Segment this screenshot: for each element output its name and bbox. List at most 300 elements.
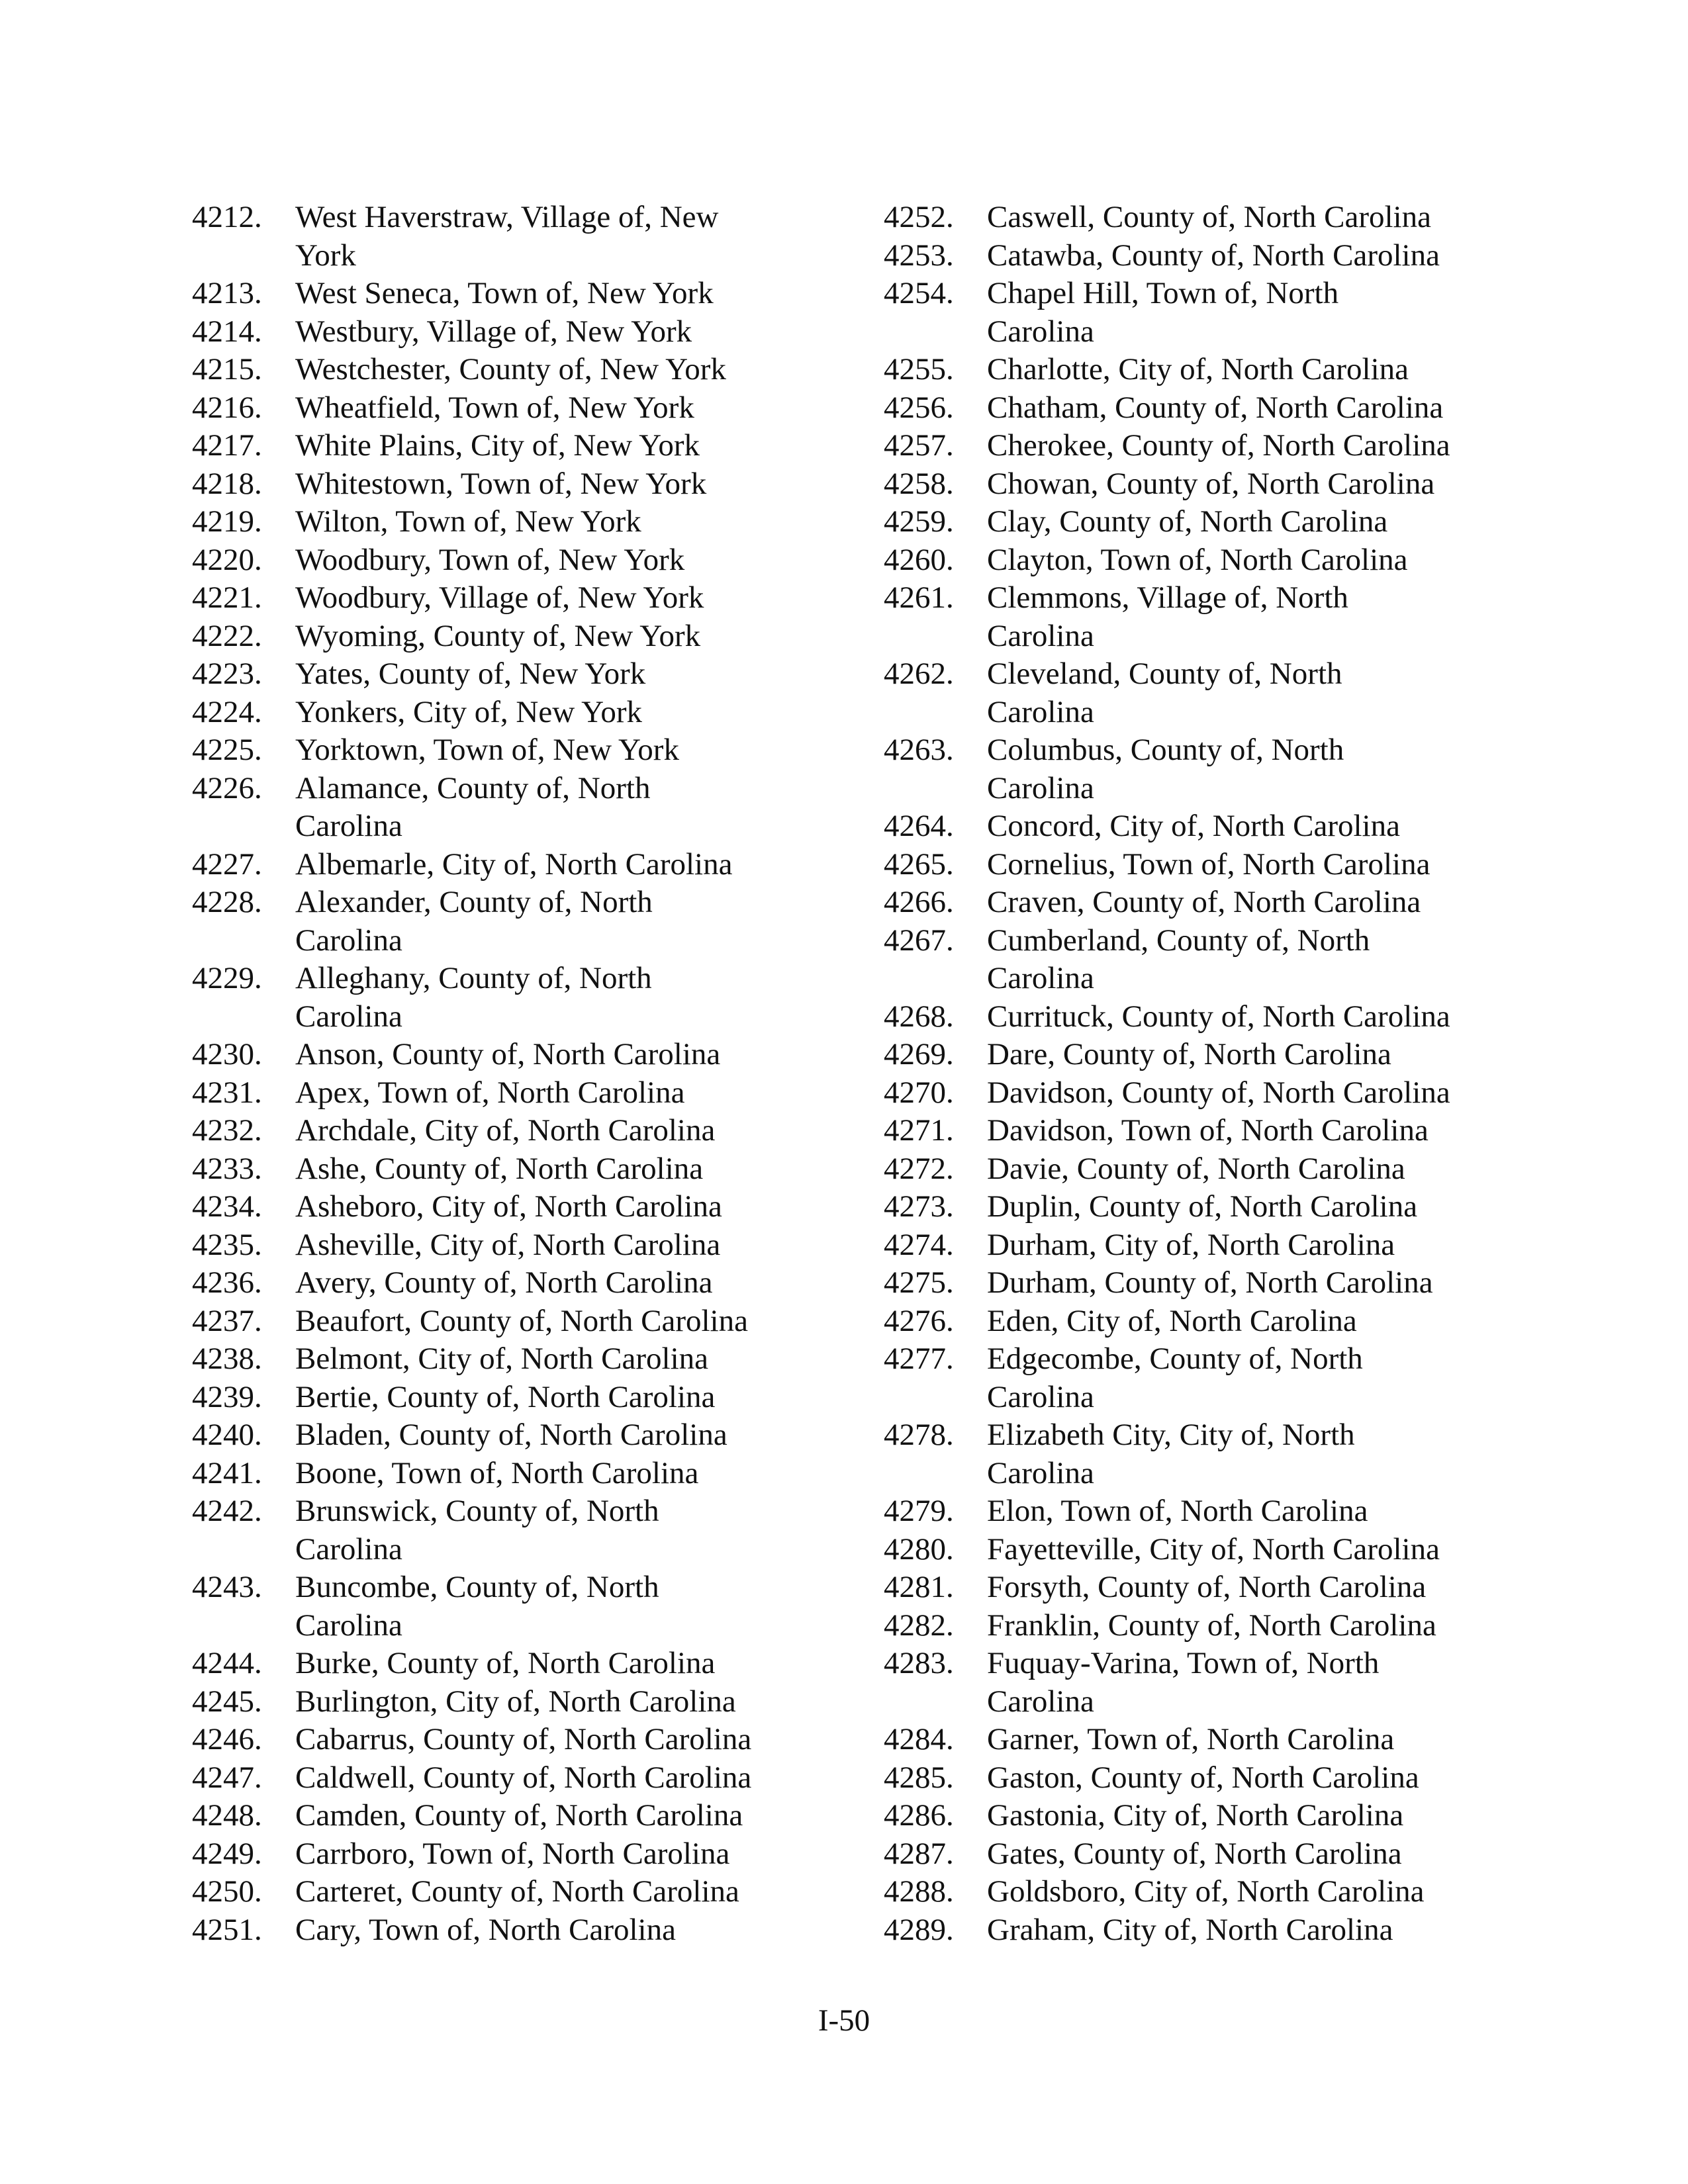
entry-name-text: Elon, Town of, North Carolina [987, 1494, 1368, 1528]
entry-name-text: Forsyth, County of, North Carolina [987, 1570, 1427, 1604]
page-number: I-50 [818, 2003, 870, 2038]
entry-name [987, 1531, 1543, 1569]
entry-name [987, 503, 1543, 541]
entry-name-text: Gastonia, City of, North Carolina [987, 1798, 1404, 1833]
list-item [884, 731, 1546, 807]
entry-name [295, 1188, 851, 1226]
list-item [884, 579, 1546, 655]
entry-name [295, 1112, 851, 1150]
entry-name [295, 1264, 851, 1302]
entry-number: 4266. [884, 885, 954, 919]
entry-number: 4283. [884, 1646, 954, 1680]
entry-name [295, 1721, 851, 1759]
list-item [884, 1607, 1546, 1645]
entry-number: 4231. [192, 1075, 262, 1110]
entry-name [295, 1455, 851, 1493]
entry-name-text: Brunswick, County of, North [295, 1494, 659, 1528]
entry-number: 4286. [884, 1798, 954, 1833]
list-item [192, 617, 854, 656]
entry-number: 4237. [192, 1303, 262, 1338]
entry-number: 4287. [884, 1836, 954, 1871]
entry-name-continuation: Carolina [295, 809, 402, 843]
list-item [192, 884, 854, 960]
list-item [884, 199, 1546, 237]
entry-number: 4252. [884, 200, 954, 234]
list-item [192, 275, 854, 313]
entry-name [987, 655, 1543, 731]
entry-number: 4277. [884, 1342, 954, 1376]
entry-number: 4241. [192, 1455, 262, 1490]
entry-number: 4217. [192, 428, 262, 463]
list-item [884, 1911, 1546, 1950]
list-item [884, 807, 1546, 846]
list-item [884, 846, 1546, 884]
list-item [192, 465, 854, 504]
list-item [192, 1379, 854, 1417]
entry-number: 4250. [192, 1874, 262, 1909]
entry-number: 4249. [192, 1836, 262, 1871]
list-item [192, 1683, 854, 1721]
entry-name [295, 1873, 851, 1911]
entry-number: 4242. [192, 1494, 262, 1528]
list-item [884, 884, 1546, 922]
entry-number: 4215. [192, 352, 262, 387]
entry-number: 4260. [884, 542, 954, 577]
list-item [884, 1188, 1546, 1226]
entry-name [295, 846, 851, 884]
entry-name-text: Cleveland, County of, North [987, 657, 1342, 691]
entry-number: 4238. [192, 1342, 262, 1376]
entry-number: 4262. [884, 657, 954, 691]
entry-name [987, 275, 1543, 351]
entry-name [987, 1911, 1543, 1950]
entry-name-text: Wilton, Town of, New York [295, 504, 641, 539]
entry-name-text: West Haverstraw, Village of, New [295, 200, 719, 234]
entry-name-text: Beaufort, County of, North Carolina [295, 1303, 748, 1338]
entry-name-text: Columbus, County of, North [987, 733, 1344, 767]
list-item [192, 1759, 854, 1797]
entry-number: 4216. [192, 390, 262, 425]
entry-name-text: Fuquay-Varina, Town of, North [987, 1646, 1380, 1680]
list-item [192, 313, 854, 351]
entry-number: 4274. [884, 1227, 954, 1262]
entry-name [295, 1302, 851, 1341]
entry-name [987, 1645, 1543, 1721]
entry-name-continuation: Carolina [987, 1455, 1094, 1490]
entry-name [295, 313, 851, 351]
entry-name [987, 998, 1543, 1036]
list-item [884, 1416, 1546, 1492]
entry-number: 4284. [884, 1722, 954, 1756]
entry-name-text: Albemarle, City of, North Carolina [295, 846, 733, 882]
entry-name-text: Garner, Town of, North Carolina [987, 1722, 1395, 1756]
list-item [192, 1074, 854, 1113]
entry-number: 4212. [192, 200, 262, 234]
entry-number: 4258. [884, 466, 954, 501]
entry-name-text: Goldsboro, City of, North Carolina [987, 1874, 1425, 1909]
entry-number: 4276. [884, 1303, 954, 1338]
entry-number: 4233. [192, 1151, 262, 1186]
entry-name [987, 1416, 1543, 1492]
entry-number: 4273. [884, 1189, 954, 1224]
entry-number: 4264. [884, 809, 954, 843]
left-column-list [192, 199, 854, 1949]
entry-name [987, 1797, 1543, 1835]
entry-name [295, 503, 851, 541]
entry-number: 4272. [884, 1151, 954, 1186]
entry-name [295, 389, 851, 428]
entry-name-text: Carrboro, Town of, North Carolina [295, 1836, 730, 1871]
list-item [192, 655, 854, 694]
entry-number: 4243. [192, 1570, 262, 1604]
entry-name-text: Gaston, County of, North Carolina [987, 1760, 1419, 1795]
entry-name [295, 731, 851, 770]
list-item [884, 1302, 1546, 1341]
entry-name [295, 1150, 851, 1189]
entry-name-text: Clayton, Town of, North Carolina [987, 542, 1408, 577]
list-item [192, 389, 854, 428]
list-item [884, 922, 1546, 998]
entry-number: 4257. [884, 428, 954, 463]
entry-name-text: Elizabeth City, City of, North [987, 1418, 1355, 1452]
entry-name [295, 1492, 851, 1569]
list-item [884, 503, 1546, 541]
entry-name [295, 617, 851, 656]
entry-name-text: Belmont, City of, North Carolina [295, 1342, 708, 1376]
entry-name [295, 1683, 851, 1721]
entry-name-text: Caswell, County of, North Carolina [987, 200, 1431, 234]
entry-number: 4227. [192, 846, 262, 882]
entry-number: 4285. [884, 1760, 954, 1795]
list-item [192, 1835, 854, 1874]
entry-number: 4269. [884, 1037, 954, 1071]
list-item [192, 960, 854, 1036]
entry-name-text: Ashe, County of, North Carolina [295, 1151, 704, 1186]
entry-name [987, 1112, 1543, 1150]
entry-name [987, 427, 1543, 465]
entry-number: 4232. [192, 1113, 262, 1148]
list-item [192, 1492, 854, 1569]
entry-name [295, 770, 851, 846]
entry-name [295, 541, 851, 580]
entry-name-text: Eden, City of, North Carolina [987, 1303, 1357, 1338]
entry-name-text: Anson, County of, North Carolina [295, 1037, 721, 1071]
list-item [884, 1226, 1546, 1265]
entry-name-text: Graham, City of, North Carolina [987, 1912, 1393, 1947]
list-item [192, 846, 854, 884]
entry-name-text: Davidson, County of, North Carolina [987, 1075, 1450, 1110]
entry-name-text: Yates, County of, New York [295, 657, 646, 691]
list-item [884, 1645, 1546, 1721]
entry-name-continuation: York [295, 238, 356, 273]
entry-name-continuation: Carolina [987, 618, 1094, 653]
list-item [884, 1036, 1546, 1074]
entry-name [987, 1188, 1543, 1226]
entry-name-text: West Seneca, Town of, New York [295, 276, 714, 310]
list-item [884, 1150, 1546, 1189]
entry-name-continuation: Carolina [295, 1531, 402, 1567]
entry-name-text: Duplin, County of, North Carolina [987, 1189, 1418, 1224]
list-item [884, 1074, 1546, 1113]
entry-name-text: Charlotte, City of, North Carolina [987, 352, 1409, 387]
entry-name-text: Chowan, County of, North Carolina [987, 466, 1435, 501]
entry-number: 4218. [192, 466, 262, 501]
entry-number: 4230. [192, 1037, 262, 1071]
entry-name-continuation: Carolina [295, 999, 402, 1034]
entry-name-text: Archdale, City of, North Carolina [295, 1113, 716, 1148]
entry-name-continuation: Carolina [987, 694, 1094, 729]
entry-name [987, 1569, 1543, 1607]
entry-name [987, 237, 1543, 275]
entry-number: 4240. [192, 1418, 262, 1452]
list-item [192, 1188, 854, 1226]
entry-name-text: Davie, County of, North Carolina [987, 1151, 1405, 1186]
entry-name-text: Woodbury, Town of, New York [295, 542, 685, 577]
list-item [192, 1340, 854, 1379]
entry-number: 4225. [192, 733, 262, 767]
entry-number: 4248. [192, 1798, 262, 1833]
entry-number: 4270. [884, 1075, 954, 1110]
entry-name [987, 1036, 1543, 1074]
list-item [192, 1721, 854, 1759]
list-item [884, 1569, 1546, 1607]
entry-number: 4245. [192, 1684, 262, 1719]
entry-name [295, 1569, 851, 1645]
entry-name [295, 579, 851, 617]
entry-name-text: Burlington, City of, North Carolina [295, 1684, 736, 1719]
list-item [884, 427, 1546, 465]
entry-name [987, 731, 1543, 807]
list-item [884, 1340, 1546, 1416]
list-item [192, 1645, 854, 1683]
entry-name-text: Alexander, County of, North [295, 885, 653, 919]
list-item [884, 998, 1546, 1036]
list-item [884, 655, 1546, 731]
entry-name-text: Bertie, County of, North Carolina [295, 1379, 716, 1414]
entry-name [987, 1759, 1543, 1797]
list-item [884, 1264, 1546, 1302]
entry-name [987, 1873, 1543, 1911]
list-item [884, 1797, 1546, 1835]
list-item [884, 389, 1546, 428]
entry-name [987, 1835, 1543, 1874]
entry-name [295, 351, 851, 389]
entry-number: 4219. [192, 504, 262, 539]
entry-name-text: Franklin, County of, North Carolina [987, 1608, 1436, 1643]
entry-number: 4239. [192, 1379, 262, 1414]
entry-name [295, 1074, 851, 1113]
list-item [192, 1150, 854, 1189]
entry-name [987, 199, 1543, 237]
entry-name-text: Fayetteville, City of, North Carolina [987, 1531, 1440, 1567]
entry-name-text: Camden, County of, North Carolina [295, 1798, 743, 1833]
entry-name-text: Wheatfield, Town of, New York [295, 390, 694, 425]
entry-number: 4263. [884, 733, 954, 767]
entry-name [295, 655, 851, 694]
list-item [192, 731, 854, 770]
entry-number: 4244. [192, 1646, 262, 1680]
entry-name [987, 884, 1543, 922]
entry-name-text: Wyoming, County of, New York [295, 618, 701, 653]
list-item [884, 275, 1546, 351]
entry-name [295, 1340, 851, 1379]
list-item [192, 1264, 854, 1302]
entry-name-text: Whitestown, Town of, New York [295, 466, 707, 501]
entry-name-text: Clay, County of, North Carolina [987, 504, 1388, 539]
entry-number: 4223. [192, 657, 262, 691]
entry-name [295, 1645, 851, 1683]
entry-name [295, 1911, 851, 1950]
entry-number: 4288. [884, 1874, 954, 1909]
entry-name-text: Westchester, County of, New York [295, 352, 726, 387]
entry-number: 4267. [884, 923, 954, 958]
entry-name [987, 465, 1543, 504]
entry-name [987, 1150, 1543, 1189]
entry-number: 4265. [884, 846, 954, 882]
entry-name [987, 807, 1543, 846]
list-item [884, 1721, 1546, 1759]
entry-name-text: Concord, City of, North Carolina [987, 809, 1400, 843]
entry-name-text: Yorktown, Town of, New York [295, 733, 679, 767]
entry-name-continuation: Carolina [987, 1684, 1094, 1719]
list-item [192, 1911, 854, 1950]
entry-number: 4234. [192, 1189, 262, 1224]
entry-name-text: Cumberland, County of, North [987, 923, 1370, 958]
entry-number: 4251. [192, 1912, 262, 1947]
entry-name [295, 884, 851, 960]
entry-name-text: Alleghany, County of, North [295, 961, 652, 995]
entry-number: 4280. [884, 1531, 954, 1567]
entry-name-text: Durham, County of, North Carolina [987, 1265, 1433, 1300]
entry-name [987, 1492, 1543, 1531]
list-item [884, 465, 1546, 504]
list-item [192, 1226, 854, 1265]
entry-number: 4220. [192, 542, 262, 577]
entry-number: 4246. [192, 1722, 262, 1756]
entry-number: 4236. [192, 1265, 262, 1300]
list-item [192, 1569, 854, 1645]
entry-number: 4289. [884, 1912, 954, 1947]
entry-name-text: Asheboro, City of, North Carolina [295, 1189, 722, 1224]
entry-number: 4226. [192, 770, 262, 805]
list-item [192, 541, 854, 580]
entry-number: 4255. [884, 352, 954, 387]
entry-name-text: Caldwell, County of, North Carolina [295, 1760, 752, 1795]
entry-number: 4221. [192, 580, 262, 615]
entry-number: 4213. [192, 276, 262, 310]
list-item [884, 351, 1546, 389]
list-item [192, 199, 854, 275]
entry-name [987, 1264, 1543, 1302]
list-item [884, 1873, 1546, 1911]
entry-name-continuation: Carolina [987, 961, 1094, 995]
entry-name [295, 1226, 851, 1265]
entry-number: 4228. [192, 885, 262, 919]
entry-name-continuation: Carolina [987, 314, 1094, 349]
entry-name-text: Cabarrus, County of, North Carolina [295, 1722, 752, 1756]
list-item [884, 1759, 1546, 1797]
entry-number: 4281. [884, 1570, 954, 1604]
entry-number: 4247. [192, 1760, 262, 1795]
entry-name [295, 960, 851, 1036]
entry-name [987, 389, 1543, 428]
list-item [192, 351, 854, 389]
entry-name [987, 1226, 1543, 1265]
list-item [192, 770, 854, 846]
entry-name-text: Apex, Town of, North Carolina [295, 1075, 685, 1110]
entry-name [295, 1379, 851, 1417]
list-item [192, 503, 854, 541]
list-item [884, 1492, 1546, 1531]
entry-name [295, 465, 851, 504]
entry-name [987, 846, 1543, 884]
entry-name-text: Cary, Town of, North Carolina [295, 1912, 676, 1947]
entry-name-text: Alamance, County of, North [295, 770, 651, 805]
list-item [192, 1873, 854, 1911]
entry-name-text: Burke, County of, North Carolina [295, 1646, 716, 1680]
entry-name-text: Chapel Hill, Town of, North [987, 276, 1339, 310]
list-item [192, 1416, 854, 1455]
entry-number: 4254. [884, 276, 954, 310]
entry-name-text: Yonkers, City of, New York [295, 694, 643, 729]
entry-number: 4235. [192, 1227, 262, 1262]
entry-name-continuation: Carolina [987, 770, 1094, 805]
entry-name-text: Westbury, Village of, New York [295, 314, 692, 349]
list-item [884, 1835, 1546, 1874]
entry-name [295, 427, 851, 465]
entry-name-text: Durham, City of, North Carolina [987, 1227, 1395, 1262]
entry-name-text: Clemmons, Village of, North [987, 580, 1348, 615]
list-item [884, 541, 1546, 580]
entry-name [295, 1797, 851, 1835]
entry-name [295, 275, 851, 313]
entry-number: 4253. [884, 238, 954, 273]
right-column-list [884, 199, 1546, 1949]
list-item [884, 1531, 1546, 1569]
entry-number: 4271. [884, 1113, 954, 1148]
entry-number: 4214. [192, 314, 262, 349]
entry-name [987, 922, 1543, 998]
entry-number: 4256. [884, 390, 954, 425]
entry-name [987, 351, 1543, 389]
entry-name-text: Edgecombe, County of, North [987, 1342, 1363, 1376]
entry-name [295, 1036, 851, 1074]
entry-name [987, 541, 1543, 580]
entry-name-text: Avery, County of, North Carolina [295, 1265, 713, 1300]
list-item [192, 427, 854, 465]
list-item [192, 1036, 854, 1074]
entry-name [295, 1759, 851, 1797]
entry-name [987, 1340, 1543, 1416]
entry-number: 4279. [884, 1494, 954, 1528]
entry-name-text: Catawba, County of, North Carolina [987, 238, 1440, 273]
entry-number: 4229. [192, 961, 262, 995]
entry-name-text: Woodbury, Village of, New York [295, 580, 704, 615]
list-item [192, 694, 854, 732]
entry-name-text: Buncombe, County of, North [295, 1570, 659, 1604]
entry-name-continuation: Carolina [295, 1608, 402, 1643]
entry-name-text: Asheville, City of, North Carolina [295, 1227, 721, 1262]
list-item [192, 579, 854, 617]
entry-number: 4275. [884, 1265, 954, 1300]
entry-name [295, 694, 851, 732]
list-item [884, 237, 1546, 275]
entry-name-text: Davidson, Town of, North Carolina [987, 1113, 1429, 1148]
entry-name-text: Cherokee, County of, North Carolina [987, 428, 1450, 463]
entry-name-text: Chatham, County of, North Carolina [987, 390, 1444, 425]
list-item [192, 1302, 854, 1341]
entry-name [987, 1302, 1543, 1341]
